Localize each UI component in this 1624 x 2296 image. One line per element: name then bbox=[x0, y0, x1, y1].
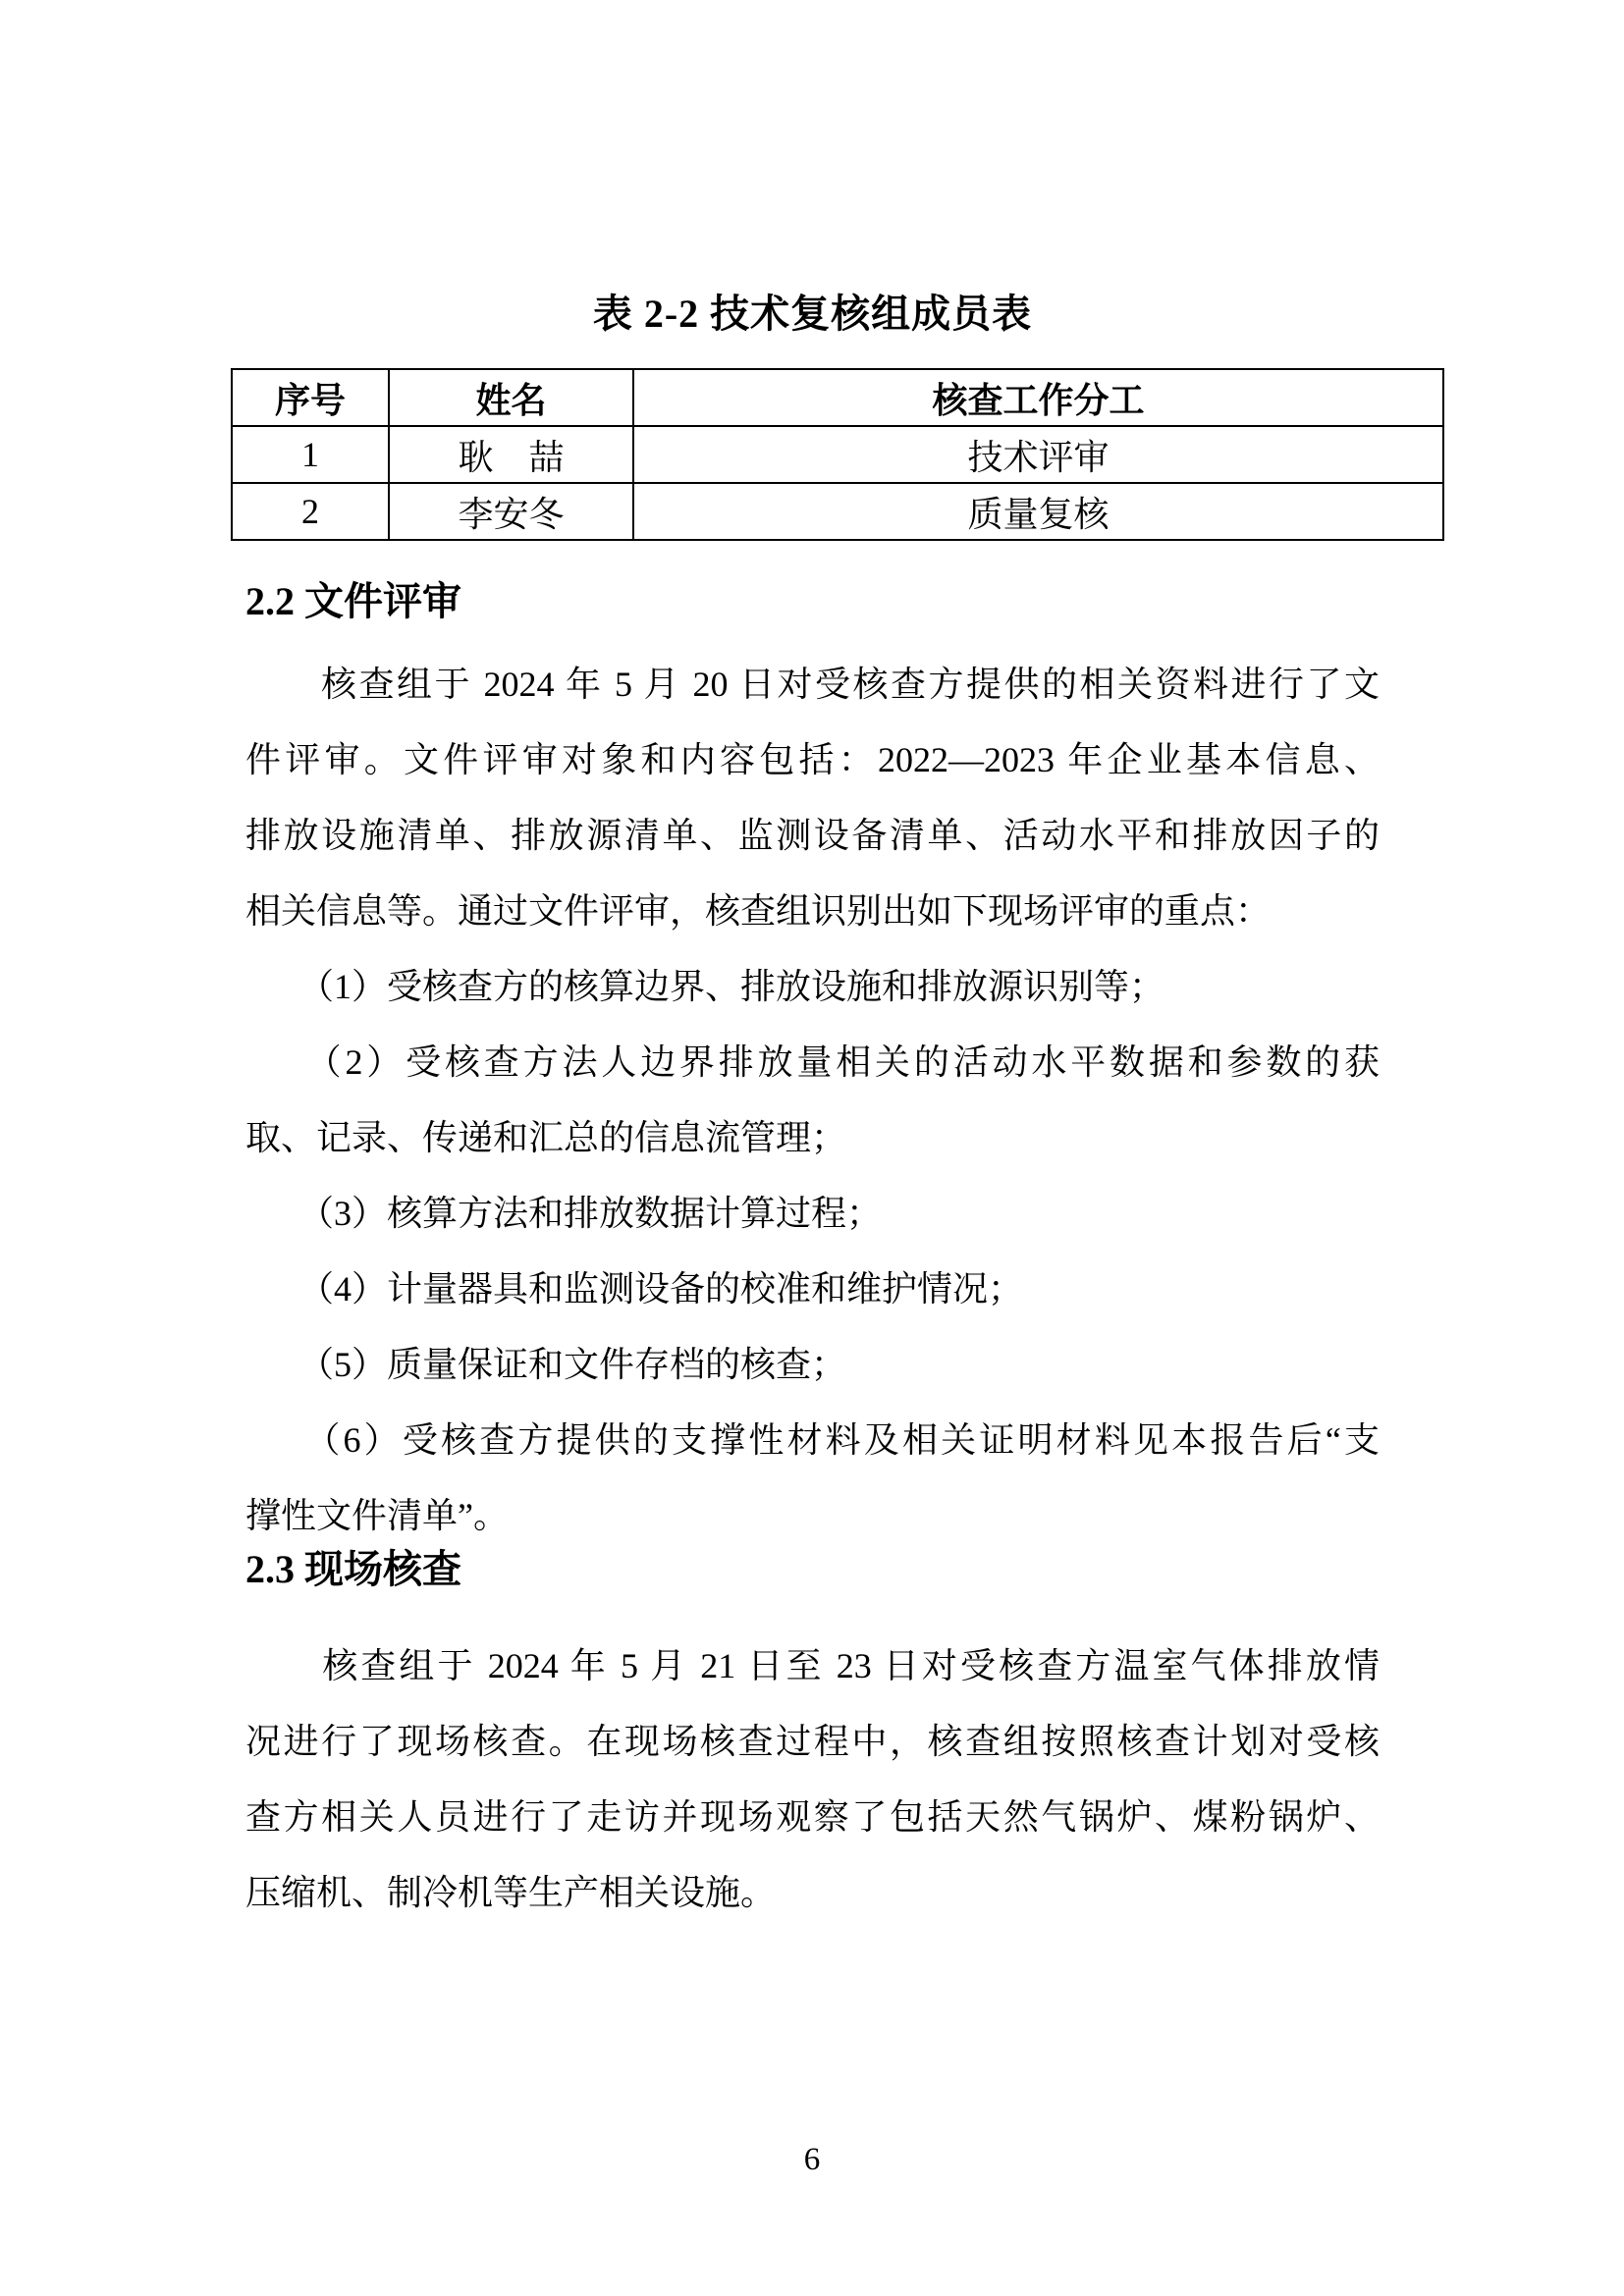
cell-role: 质量复核 bbox=[633, 483, 1443, 540]
cell-index: 2 bbox=[232, 483, 389, 540]
cell-index: 1 bbox=[232, 426, 389, 483]
list-item-line: （3）核算方法和排放数据计算过程； bbox=[245, 1194, 883, 1233]
list-item-line: 取、记录、传递和汇总的信息流管理； bbox=[245, 1118, 847, 1157]
list-item-line: （1）受核查方的核算边界、排放设施和排放源识别等； bbox=[245, 967, 1165, 1006]
paragraph-line: 核查组于 2024 年 5 月 20 日对受核查方提供的相关资料进行了文 bbox=[245, 665, 1380, 704]
paragraph-line: 相关信息等。通过文件评审，核查组识别出如下现场评审的重点： bbox=[245, 891, 1272, 931]
paragraph-line: 撑性文件清单”。 bbox=[245, 1496, 509, 1535]
members-table bbox=[231, 368, 1444, 541]
list-item-line: （6）受核查方提供的支撑性材料及相关证明材料见本报告后“支 bbox=[245, 1420, 1380, 1460]
table-row bbox=[232, 483, 1443, 540]
list-item-line: （5）质量保证和文件存档的核查； bbox=[245, 1345, 847, 1384]
list-item-line: （4）计量器具和监测设备的校准和维护情况； bbox=[245, 1269, 1024, 1308]
cell-name: 李安冬 bbox=[389, 483, 633, 540]
list-item-line: （2）受核查方法人边界排放量相关的活动水平数据和参数的获 bbox=[245, 1042, 1380, 1082]
table-header-row bbox=[232, 369, 1443, 426]
table-header-role: 核查工作分工 bbox=[633, 369, 1443, 426]
paragraph-line: 件评审。文件评审对象和内容包括：2022—2023 年企业基本信息、 bbox=[245, 740, 1380, 779]
paragraph-line: 查方相关人员进行了走访并现场观察了包括天然气锅炉、煤粉锅炉、 bbox=[245, 1797, 1380, 1837]
paragraph-line: 核查组于 2024 年 5 月 21 日至 23 日对受核查方温室气体排放情 bbox=[245, 1646, 1380, 1685]
page-number: 6 bbox=[803, 2142, 821, 2177]
paragraph-line: 压缩机、制冷机等生产相关设施。 bbox=[245, 1873, 777, 1912]
table-header-name: 姓名 bbox=[389, 369, 633, 426]
table-header-index: 序号 bbox=[232, 369, 389, 426]
table-row bbox=[232, 426, 1443, 483]
section-heading-2-2: 2.2 文件评审 bbox=[245, 579, 461, 623]
section-heading-2-3: 2.3 现场核查 bbox=[245, 1547, 461, 1591]
cell-role: 技术评审 bbox=[633, 426, 1443, 483]
cell-name: 耿 喆 bbox=[389, 426, 633, 483]
paragraph-line: 排放设施清单、排放源清单、监测设备清单、活动水平和排放因子的 bbox=[245, 816, 1380, 855]
paragraph-line: 况进行了现场核查。在现场核查过程中，核查组按照核查计划对受核 bbox=[245, 1722, 1380, 1761]
table-caption: 表 2-2 技术复核组成员表 bbox=[592, 292, 1033, 336]
